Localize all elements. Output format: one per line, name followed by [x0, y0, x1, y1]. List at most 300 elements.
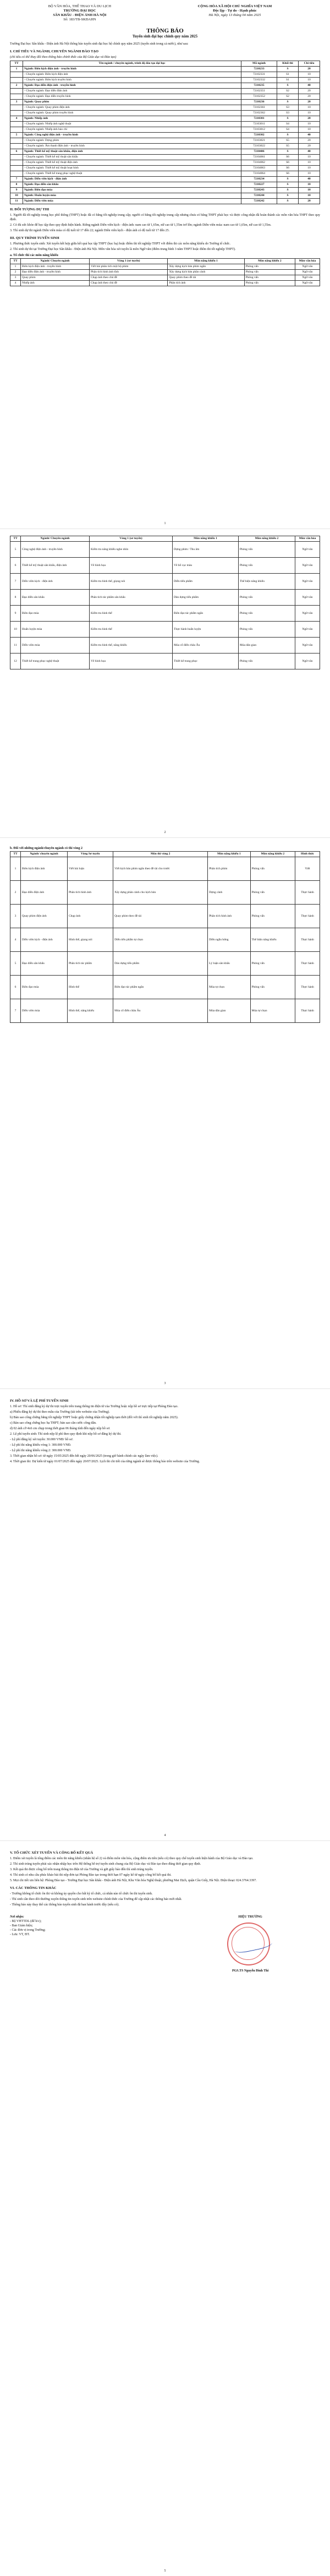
cell-round1: Hình thể, năng khiếu [68, 999, 113, 1023]
cell-name: Ngành: Đạo diễn điện ảnh - truyền hình [23, 83, 241, 89]
cell-tt [10, 72, 23, 78]
page-1 [0, 0, 330, 529]
cell-tt: 3 [10, 905, 21, 928]
table-row [10, 558, 320, 574]
recipient-item: - Các đơn vị trong Trường; [10, 1929, 46, 1932]
cell-round1: Phân tích tác phẩm sân khấu [90, 590, 173, 606]
cell-tt [10, 160, 23, 166]
cell-block: S [277, 149, 299, 155]
table-row [10, 171, 320, 177]
round2-table [10, 851, 320, 1023]
section-6-item: - Thí sinh cần theo dõi thường xuyên thông tin tuyển sinh trên website chính thức của Trường để cập nhật các thông báo mới nhất. [10, 1898, 182, 1901]
table-row [10, 83, 320, 89]
cell-subject1: Dựng cảnh [208, 881, 250, 905]
cell-tt: 8 [10, 182, 23, 188]
cell-form: Viết [295, 857, 320, 881]
col-header: Ngành/ Chuyên ngành [21, 536, 90, 542]
cell-block: S2 [277, 94, 299, 100]
cell-culture: Ngữ văn [295, 264, 320, 270]
cell-name: - Chuyên ngành: Thiết kế mỹ thuật điện ảnh [23, 160, 241, 166]
table-row [10, 275, 320, 281]
cell-tt [10, 127, 23, 133]
cell-subject2: Phỏng vấn [250, 905, 295, 928]
cell-subject1: Xây dựng kịch bản phân cảnh [168, 270, 244, 275]
col-header: Môn thi vòng 2 [113, 852, 208, 857]
cell-round1: Phân tích hình ảnh [68, 881, 113, 905]
section-4-item: 2. Lệ phí tuyển sinh: Thí sinh nộp lệ phí theo quy định khi nộp hồ sơ đăng ký dự thi. [10, 1433, 122, 1436]
cell-major: Công nghệ điện ảnh - truyền hình [21, 542, 90, 558]
col-header: Vòng 1 (sơ tuyển) [90, 536, 173, 542]
cell-name: Ngành: Diễn viên múa [23, 199, 241, 204]
cell-tt: 4 [10, 928, 21, 952]
cell-block: S [277, 100, 299, 105]
cell-round1: Kiểm tra hình thể, năng khiếu [90, 638, 173, 653]
cell-block: S1 [277, 72, 299, 78]
recipients [10, 1915, 150, 1973]
table-row [10, 622, 320, 638]
section-2-heading: II. ĐỐI TƯỢNG DỰ THI [10, 208, 50, 211]
page-number: 5 [164, 2569, 166, 2573]
cell-code: 7210242 [241, 199, 277, 204]
cell-round2: Viết kịch bản phim ngắn theo đề tài cho trước [113, 857, 208, 881]
recipient-item: - Bộ VHTTDL (để b/c); [10, 1920, 42, 1923]
cell-name: - Chuyên ngành: Quay phim điện ảnh [23, 105, 241, 111]
page-number: 2 [164, 831, 166, 834]
cell-subject1: Phân tích ảnh [168, 281, 244, 286]
page-2 [0, 529, 330, 837]
col-header: Ngành/ Chuyên ngành [21, 259, 90, 264]
cell-tt: 2 [10, 83, 23, 89]
document-number: Số: 183/TB-SKĐAHN [63, 18, 96, 21]
col-header: Tên ngành / chuyên ngành, trình độ đào tạo đại học [23, 61, 241, 67]
cell-round2: Múa cổ điển châu Âu [113, 999, 208, 1023]
cell-name: - Chuyên ngành: Đạo diễn điện ảnh [23, 89, 241, 94]
table-row [10, 127, 320, 133]
table-row [10, 149, 320, 155]
cell-block: S3 [277, 105, 299, 111]
cell-subject2: Phỏng vấn [244, 264, 295, 270]
cell-tt [10, 78, 23, 83]
cell-culture: Ngữ văn [295, 638, 320, 653]
section-6-item: - Thông báo này thay thế các thông báo tuyển sinh đã ban hành trước đây (nếu có). [10, 1903, 119, 1907]
table-row [10, 182, 320, 188]
signer-name: PGS.TS Nguyễn Đình Thi [232, 1969, 269, 1973]
table-row [10, 116, 320, 122]
section-3-paragraph: 2. Thí sinh dự thi tại Trường Đại học Sân khấu - Điện ảnh Hà Nội. Môn văn hóa xét tuyển là môn Ngữ văn (điểm trung bình 3 năm THPT hoặc điểm thi tốt nghiệp THPT). [10, 248, 236, 251]
table-row [10, 78, 320, 83]
table-row [10, 166, 320, 171]
section-4-item: - Lệ phí đăng ký xét tuyển: 30.000 VNĐ/ hồ sơ. [10, 1438, 74, 1441]
section-6-item: - Trường không tổ chức ôn thi và không ủy quyền cho bất kỳ tổ chức, cá nhân nào tổ chức ôn thi tuyển sinh. [10, 1892, 153, 1896]
school-line-2: SÂN KHẤU - ĐIỆN ẢNH HÀ NỘI [53, 13, 107, 17]
col-header: Ngành/ chuyên ngành [21, 852, 68, 857]
cell-subject1: Lý luận sân khấu [208, 952, 250, 976]
cell-major: Thiết kế mỹ thuật sân khấu, điện ảnh [21, 558, 90, 574]
cell-round1: Kiểm tra hình thể, giọng nói [90, 574, 173, 590]
section-1-note: (chỉ tiêu có thể thay đổi theo thông báo chính thức của Bộ Giáo dục và Đào tạo) [10, 56, 117, 59]
cell-code: 7210227 [241, 182, 277, 188]
cell-quota: 10 [299, 111, 320, 116]
cell-code: 7210234 [241, 177, 277, 182]
section-4-heading: IV. HỒ SƠ VÀ LỆ PHÍ TUYỂN SINH [10, 1399, 69, 1403]
table-row [10, 199, 320, 204]
cell-tt: 1 [10, 857, 21, 881]
page-5 [0, 1841, 330, 2576]
section-5-item: 2. Thí sinh trúng tuyển phải xác nhận nhập học trên Hệ thống hỗ trợ tuyển sinh chung của Bộ Giáo dục và Đào tạo theo đúng thời gian quy định. [10, 1862, 201, 1866]
cell-block: S6 [277, 155, 299, 160]
section-2-item: 1. Người đã tốt nghiệp trung học phổ thông (THPT) hoặc đã có bằng tốt nghiệp trung cấp; người có bằng tốt nghiệp trung cấp nhưng chưa có bằng THPT phải học và được công nhận đã hoàn thành các môn văn hóa THPT theo quy định. [10, 214, 320, 221]
cell-major: Quay phim điện ảnh [21, 905, 68, 928]
cell-subject2: Phỏng vấn [244, 275, 295, 281]
cell-tt: 9 [10, 606, 21, 622]
cell-round1: Viết bài phân tích một bộ phim [90, 264, 168, 270]
cell-subject2: Phỏng vấn [250, 952, 295, 976]
table-row [10, 67, 320, 72]
cell-major: Biên đạo múa [21, 976, 68, 999]
cell-tt: 5 [10, 133, 23, 138]
cell-block: S [277, 177, 299, 182]
cell-block: S [277, 182, 299, 188]
cell-code: 7210244 [241, 193, 277, 199]
cell-quota: 10 [299, 193, 320, 199]
table-row [10, 89, 320, 94]
cell-subject1: Xây dựng kịch bản phim ngắn [168, 264, 244, 270]
col-header: Môn năng khiếu 2 [238, 536, 295, 542]
table-row [10, 144, 320, 149]
cell-tt [10, 111, 23, 116]
table-row [10, 193, 320, 199]
cell-quota: 20 [299, 116, 320, 122]
cell-quota: 20 [299, 94, 320, 100]
cell-quota: 10 [299, 171, 320, 177]
table-row [10, 155, 320, 160]
cell-name: Ngành: Diễn viên kịch - điện ảnh [23, 177, 241, 182]
cell-round1: Chụp ảnh theo chủ đề [90, 281, 168, 286]
cell-subject2: Phỏng vấn [238, 606, 295, 622]
cell-round2: Biên đạo tác phẩm ngắn [113, 976, 208, 999]
cell-name: - Chuyên ngành: Nhiếp ảnh báo chí [23, 127, 241, 133]
recipient-item: - Lưu: VT, ĐT. [10, 1933, 30, 1936]
cell-form: Thực hành [295, 881, 320, 905]
cell-name: - Chuyên ngành: Quay phim truyền hình [23, 111, 241, 116]
col-header: Môn năng khiếu 2 [244, 259, 295, 264]
cell-name: - Chuyên ngành: Biên kịch truyền hình [23, 78, 241, 83]
cell-tt: 1 [10, 264, 21, 270]
cell-tt: 6 [10, 149, 23, 155]
table-row [10, 177, 320, 182]
cell-quota: 10 [299, 78, 320, 83]
section-2-item: 2. Có đủ sức khỏe để học tập theo quy định hiện hành. Riêng ngành Diễn viên kịch - điện ảnh: nam cao từ 1,65m, nữ cao từ 1,55m trở lên; ngành Diễn viên múa: nam cao từ 1,65m, nữ cao từ 1,55m. [10, 224, 272, 227]
cell-quota: 20 [299, 144, 320, 149]
table-row [10, 138, 320, 144]
section-5-item: 1. Điểm xét tuyển là tổng điểm các môn thi năng khiếu (nhân hệ số 2) và điểm môn văn hóa, cộng điểm ưu tiên (nếu có) theo quy chế tuyển sinh hiện hành của Bộ Giáo dục và Đào tạo. [10, 1857, 254, 1860]
cell-subject1: Múa tự chọn [208, 976, 250, 999]
cell-culture: Ngữ văn [295, 275, 320, 281]
cell-form: Thực hành [295, 928, 320, 952]
cell-name: - Chuyên ngành: Thiết kế mỹ thuật hoạt hình [23, 166, 241, 171]
col-header: Môn văn hóa [295, 536, 320, 542]
cell-round1: Kiểm tra năng khiếu nghe nhìn [90, 542, 173, 558]
table-row [10, 542, 320, 558]
section-4-item: c) Bản sao công chứng học bạ THPT; bản sao căn cước công dân. [10, 1422, 97, 1425]
cell-code: 72103021 [241, 138, 277, 144]
cell-code: 7210235 [241, 83, 277, 89]
cell-round1: Chụp ảnh theo chủ đề [90, 275, 168, 281]
school-line-1: TRƯỜNG ĐẠI HỌC [63, 9, 96, 13]
col-header: Hình thức [295, 852, 320, 857]
cell-code: 72102362 [241, 111, 277, 116]
section-4-body [10, 1404, 320, 1464]
cell-quota: 10 [299, 72, 320, 78]
signer-block [180, 1915, 320, 1973]
table-row [10, 905, 320, 928]
section-4-item: - Lệ phí thi năng khiếu vòng 1: 300.000 VNĐ. [10, 1444, 72, 1447]
section-6-heading: VI. CÁC THÔNG TIN KHÁC [10, 1886, 57, 1890]
section-4-item: a) Phiếu đăng ký dự thi theo mẫu của Trường (tải trên website của Trường). [10, 1410, 110, 1414]
cell-tt: 7 [10, 574, 21, 590]
cell-quota: 10 [299, 127, 320, 133]
col-header: Môn năng khiếu 1 [173, 536, 239, 542]
cell-tt [10, 171, 23, 177]
cell-subject1: Thiết kế trang phục [173, 653, 239, 669]
cell-name: - Chuyên ngành: Âm thanh điện ảnh - truyền hình [23, 144, 241, 149]
cell-tt [10, 166, 23, 171]
cell-major: Đạo diễn điện ảnh - truyền hình [21, 270, 90, 275]
col-header: Vòng 1 (sơ tuyển) [90, 259, 168, 264]
cell-round2: Xây dựng phân cảnh cho kịch bản [113, 881, 208, 905]
cell-form: Thực hành [295, 905, 320, 928]
ministry-name: BỘ VĂN HÓA, THỂ THAO VÀ DU LỊCH [48, 4, 112, 8]
cell-culture: Ngữ văn [295, 590, 320, 606]
cell-tt: 2 [10, 881, 21, 905]
cell-code: 72102331 [241, 72, 277, 78]
cell-major: Diễn viên kịch - điện ảnh [21, 928, 68, 952]
exam-table-continued [10, 536, 320, 669]
cell-name: - Chuyên ngành: Biên kịch điện ảnh [23, 72, 241, 78]
national-motto: Độc lập - Tự do - Hạnh phúc [213, 9, 257, 13]
cell-tt: 7 [10, 999, 21, 1023]
col-header: Vòng Sơ tuyển [68, 852, 113, 857]
document-header [10, 4, 320, 22]
cell-quota: 20 [299, 100, 320, 105]
cell-subject2: Phỏng vấn [238, 653, 295, 669]
cell-round1: Chụp ảnh [68, 905, 113, 928]
cell-quota: 40 [299, 149, 320, 155]
cell-block: S3 [277, 111, 299, 116]
cell-quota: 10 [299, 160, 320, 166]
cell-code: 7210301 [241, 116, 277, 122]
cell-major: Thiết kế trang phục nghệ thuật [21, 653, 90, 669]
exam-table [10, 258, 320, 286]
cell-code: 7210233 [241, 67, 277, 72]
cell-subject1: Dựng phim / Thu âm [173, 542, 239, 558]
cell-major: Biên kịch điện ảnh [21, 857, 68, 881]
cell-name: - Chuyên ngành: Đạo diễn truyền hình [23, 94, 241, 100]
cell-block: S6 [277, 171, 299, 177]
section-1-heading: I. CHỈ TIÊU VÀ NGÀNH, CHUYÊN NGÀNH ĐÀO TẠO [10, 50, 99, 53]
cell-round1: Kiểm tra hình thể [90, 622, 173, 638]
cell-subject1: Quay phim theo đề tài [168, 275, 244, 281]
document-subtitle: Tuyển sinh đại học chính quy năm 2025 [132, 34, 198, 39]
cell-name: Ngành: Nhiếp ảnh [23, 116, 241, 122]
cell-name: - Chuyên ngành: Thiết kế trang phục nghệ thuật [23, 171, 241, 177]
cell-major: Nhiếp ảnh [21, 281, 90, 286]
cell-subject1: Biên đạo tác phẩm ngắn [173, 606, 239, 622]
cell-tt: 3 [10, 275, 21, 281]
col-header: TT [10, 61, 23, 67]
cell-subject1: Vẽ bố cục màu [173, 558, 239, 574]
cell-tt: 11 [10, 199, 23, 204]
page-4 [0, 1389, 330, 1840]
table-row [10, 976, 320, 999]
cell-quota: 10 [299, 166, 320, 171]
cell-major: Biên đạo múa [21, 606, 90, 622]
section-4-item: - Lệ phí thi năng khiếu vòng 2: 300.000 VNĐ. [10, 1449, 72, 1452]
table-row [10, 270, 320, 275]
cell-subject1: Dàn dựng tiểu phẩm [173, 590, 239, 606]
cell-quota: 10 [299, 182, 320, 188]
cell-culture: Ngữ văn [295, 281, 320, 286]
cell-subject2: Phỏng vấn [238, 590, 295, 606]
cell-round1: Hình thể, giọng nói [68, 928, 113, 952]
col-header: Môn năng khiếu 1 [208, 852, 250, 857]
cell-subject2: Phỏng vấn [250, 881, 295, 905]
cell-tt: 6 [10, 558, 21, 574]
cell-name: Ngành: Thiết kế mỹ thuật sân khấu, điện ảnh [23, 149, 241, 155]
cell-tt: 6 [10, 976, 21, 999]
col-header: Khối thi [277, 61, 299, 67]
cell-subject2: Phỏng vấn [250, 976, 295, 999]
section-5-item: 5. Mọi chi tiết xin liên hệ: Phòng Đào tạo - Trường Đại học Sân khấu - Điện ảnh Hà Nội, Khu Văn hóa Nghệ thuật, phường Mai Dịch, quận Cầu Giấy, Hà Nội. Điện thoại: 024.3764.3397. [10, 1879, 257, 1882]
cell-code: 72104064 [241, 171, 277, 177]
section-2-item: 3. Thí sinh dự thi ngành Diễn viên múa có độ tuổi từ 17 đến 22; ngành Diễn viên kịch - điện ảnh có độ tuổi từ 17 đến 25. [10, 229, 170, 232]
cell-code: 72102332 [241, 78, 277, 83]
cell-code: 72103011 [241, 122, 277, 127]
cell-code: 72104061 [241, 155, 277, 160]
col-header: Mã ngành [241, 61, 277, 67]
table-row [10, 999, 320, 1023]
table-row [10, 881, 320, 905]
cell-culture: Ngữ văn [295, 574, 320, 590]
cell-major: Diễn viên múa [21, 638, 90, 653]
table-row [10, 188, 320, 193]
cell-tt [10, 138, 23, 144]
table-row [10, 653, 320, 669]
cell-subject2: Phỏng vấn [238, 622, 295, 638]
section-4-item: b) Bản sao công chứng bằng tốt nghiệp THPT hoặc giấy chứng nhận tốt nghiệp tạm thời (đối với thí sinh tốt nghiệp năm 2025). [10, 1416, 179, 1419]
cell-round1: Vẽ hình họa [90, 653, 173, 669]
cell-quota: 40 [299, 177, 320, 182]
cell-form: Thực hành [295, 952, 320, 976]
cell-quota: 40 [299, 83, 320, 89]
table-row [10, 857, 320, 881]
cell-code: 72102352 [241, 94, 277, 100]
table-row [10, 72, 320, 78]
cell-code: 7210406 [241, 149, 277, 155]
cell-tt [10, 89, 23, 94]
cell-form: Thực hành [295, 976, 320, 999]
col-header: Chỉ tiêu [299, 61, 320, 67]
cell-subject2: Thể hiện năng khiếu [238, 574, 295, 590]
cell-round2: Diễn tiểu phẩm tự chọn [113, 928, 208, 952]
cell-round2: Quay phim theo đề tài [113, 905, 208, 928]
table-row [10, 100, 320, 105]
cell-round1: Hình thể [68, 976, 113, 999]
section-5-body [10, 1856, 320, 1883]
cell-name: Ngành: Biên kịch điện ảnh - truyền hình [23, 67, 241, 72]
cell-tt: 3 [10, 100, 23, 105]
cell-quota: 20 [299, 138, 320, 144]
cell-tt: 4 [10, 281, 21, 286]
cell-subject2: Phỏng vấn [238, 558, 295, 574]
cell-subject1: Diễn tiểu phẩm [173, 574, 239, 590]
page-number: 4 [164, 1834, 166, 1837]
cell-round1: Kiểm tra hình thể [90, 606, 173, 622]
signer-role: HIỆU TRƯỞNG [238, 1915, 262, 1919]
cell-subject1: Múa dân gian [208, 999, 250, 1023]
cell-quota: 10 [299, 155, 320, 160]
cell-code: 7210243 [241, 188, 277, 193]
cell-block: S2 [277, 89, 299, 94]
cell-subject2: Múa tự chọn [250, 999, 295, 1023]
cell-tt: 10 [10, 622, 21, 638]
page-number: 1 [164, 522, 166, 525]
cell-round1: Viết bài luận [68, 857, 113, 881]
cell-block: S [277, 193, 299, 199]
cell-major: Biên kịch điện ảnh - truyền hình [21, 264, 90, 270]
table-row [10, 281, 320, 286]
cell-subject1: Múa cổ điển châu Âu [173, 638, 239, 653]
table-row [10, 638, 320, 653]
cell-quota: 10 [299, 122, 320, 127]
cell-name: - Chuyên ngành: Dựng phim [23, 138, 241, 144]
cell-tt: 2 [10, 270, 21, 275]
cell-round2: Dàn dựng tiểu phẩm [113, 952, 208, 976]
cell-code: 7210236 [241, 100, 277, 105]
cell-tt: 9 [10, 188, 23, 193]
section-4-item: 1. Hồ sơ: Thí sinh đăng ký dự thi trực tuyến trên trang thông tin điện tử của Trường hoặc nộp hồ sơ trực tiếp tại Phòng Đào tạo. [10, 1405, 178, 1408]
signature-block [10, 1915, 320, 1973]
cell-tt: 8 [10, 590, 21, 606]
cell-major: Diễn viên kịch - điện ảnh [21, 574, 90, 590]
cell-tt: 11 [10, 638, 21, 653]
table-row [10, 133, 320, 138]
cell-quota: 20 [299, 89, 320, 94]
cell-quota: 40 [299, 133, 320, 138]
page-number: 3 [164, 1382, 166, 1385]
cell-code: 72103012 [241, 127, 277, 133]
cell-name: Ngành: Quay phim [23, 100, 241, 105]
cell-tt: 7 [10, 177, 23, 182]
cell-block: S [277, 188, 299, 193]
cell-subject1: Phân tích phim [208, 857, 250, 881]
exam-table-label: a. Tổ chức thi các môn năng khiếu [10, 254, 58, 257]
section-5-heading: V. TỔ CHỨC XÉT TUYỂN VÀ CÔNG BỐ KẾT QUẢ [10, 1851, 94, 1855]
table-row [10, 574, 320, 590]
table-row [10, 928, 320, 952]
issue-date: Hà Nội, ngày 13 tháng 04 năm 2025 [208, 13, 261, 17]
section-5-item: 4. Thí sinh có nhu cầu phúc khảo bài thi nộp đơn tại Phòng Đào tạo trong thời hạn 07 ngày kể từ ngày công bố kết quả thi. [10, 1874, 172, 1877]
cell-culture: Ngữ văn [295, 542, 320, 558]
cell-block: S4 [277, 122, 299, 127]
cell-tt [10, 144, 23, 149]
cell-name: - Chuyên ngành: Thiết kế mỹ thuật sân khấu [23, 155, 241, 160]
cell-tt: 10 [10, 193, 23, 199]
cell-subject2: Phỏng vấn [238, 542, 295, 558]
cell-quota: 20 [299, 199, 320, 204]
cell-tt: 12 [10, 653, 21, 669]
section-3-heading: III. QUY TRÌNH TUYỂN SINH [10, 236, 59, 240]
